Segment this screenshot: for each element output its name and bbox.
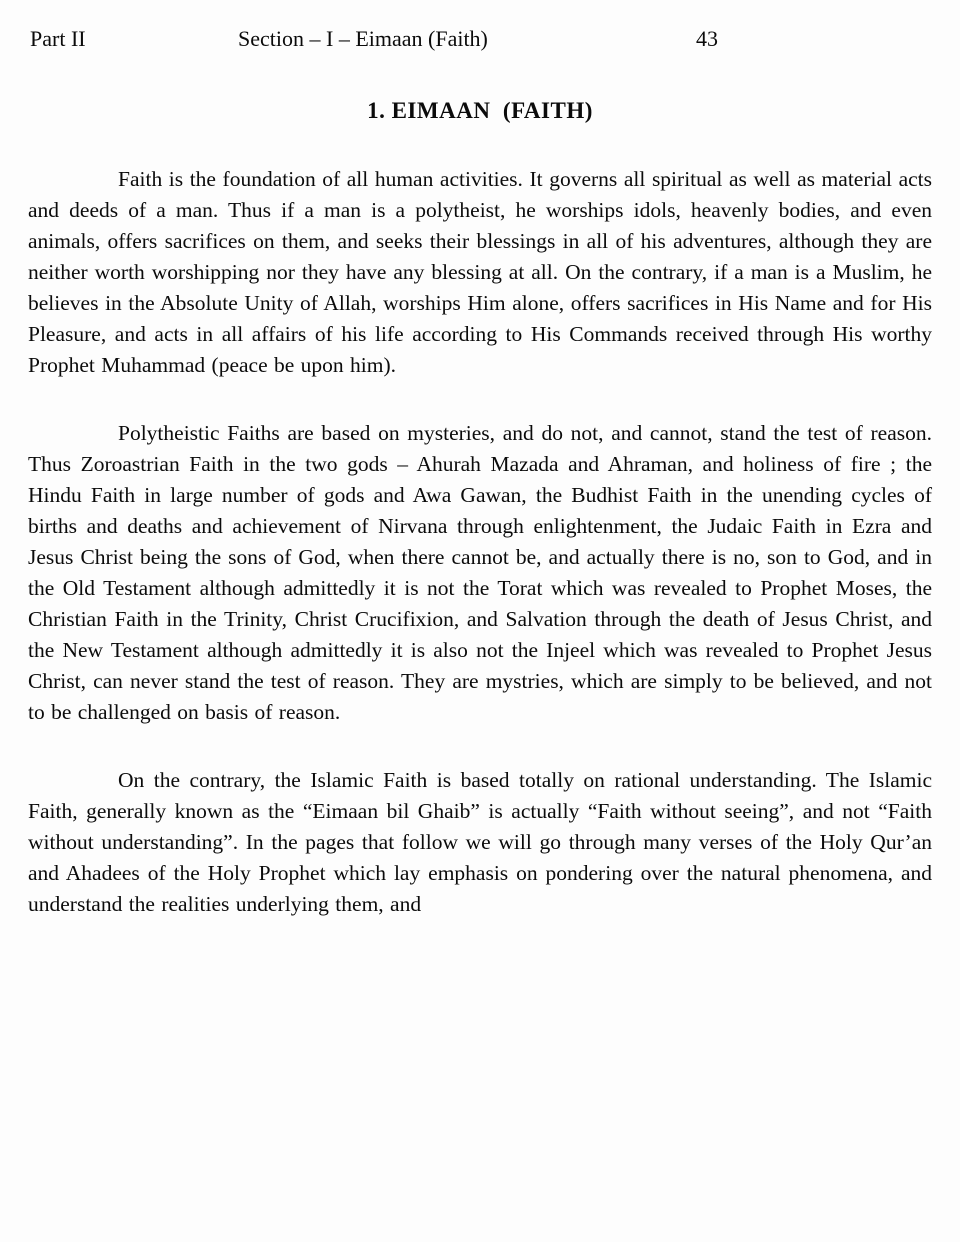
chapter-title: 1. EIMAAN (FAITH) xyxy=(367,98,593,123)
page-header xyxy=(0,0,960,54)
paragraph-1: Faith is the foundation of all human activities. It governs all spiritual as well as material acts and deeds of a man. Thus if a man is a polytheist, he worships idols, heavenly bodies, and even animals, offers sacrifices on them, and seeks their blessings in all of his adventures, although they are neither worth worshipping nor they have any blessing at all. On the contrary, if a man is a Muslim, he believes in the Absolute Unity of Allah, worships Him alone, offers sacrifices in His Name and for His Pleasure, and acts in all affairs of his life according to His Commands received through His worthy Prophet Muhammad (peace be upon him). xyxy=(28,167,932,377)
body-text xyxy=(0,164,960,920)
header-page-number: 43 xyxy=(696,26,718,51)
paragraph-3: On the contrary, the Islamic Faith is based totally on rational understanding. The Islamic Faith, generally known as the “Eimaan bil Ghaib” is actually “Faith without seeing”, and not “Faith without understanding”. In the pages that follow we will go through many verses of the Holy Qur’an and Ahadees of the Holy Prophet which lay emphasis on pondering over the natural phenomena, and understand the realities underlying them, and xyxy=(28,768,932,916)
header-section-title: Section – I – Eimaan (Faith) xyxy=(238,26,488,51)
paragraph-2: Polytheistic Faiths are based on mysteries, and do not, and cannot, stand the test of reason. Thus Zoroastrian Faith in the two gods – Ahurah Mazada and Ahraman, and holiness of fire ; the Hindu Faith in large number of gods and Awa Gawan, the Budhist Faith in the unending cycles of births and deaths and achievement of Nirvana through enlightenment, the Judaic Faith in Ezra and Jesus Christ being the sons of God, when there cannot be, and actually there is no, son to God, and in the Old Testament although admittedly it is not the Torat which was revealed to Prophet Moses, the Christian Faith in the Trinity, Christ Crucifixion, and Salvation through the death of Jesus Christ, and the New Testament although admittedly it is also not the Injeel which was revealed to Prophet Jesus Christ, can never stand the test of reason. They are mystries, which are simply to be believed, and not to be challenged on basis of reason. xyxy=(28,421,932,724)
header-part-label: Part II xyxy=(30,26,86,51)
